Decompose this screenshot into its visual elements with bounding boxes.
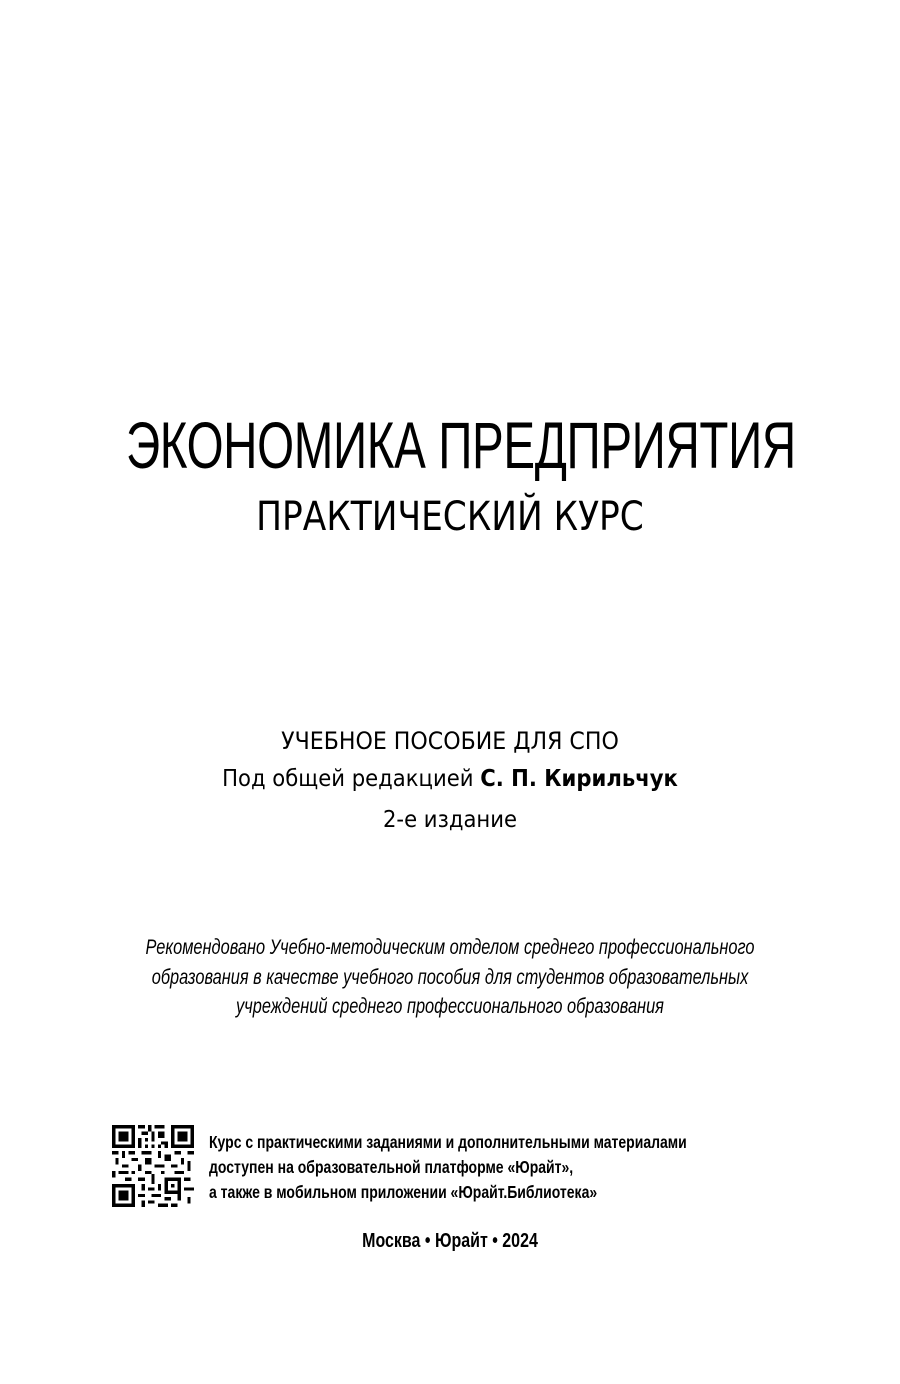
recommendation-line: учреждений среднего профессионального образования: [236, 995, 664, 1018]
book-type: УЧЕБНОЕ ПОСОБИЕ ДЛЯ СПО: [281, 727, 619, 755]
qr-code-icon: [112, 1125, 194, 1207]
editor-name: С. П. Кирильчук: [480, 766, 678, 792]
recommendation: [99, 933, 801, 1022]
recommendation-line: Рекомендовано Учебно-методическим отделом среднего профессионального: [145, 936, 755, 959]
editor-prefix: Под общей редакцией: [222, 766, 474, 792]
course-info-line: доступен на образовательной платформе «Юрайт»,: [209, 1157, 574, 1177]
course-info-line: а также в мобильном приложении «Юрайт.Библиотека»: [209, 1182, 598, 1202]
recommendation-line: образования в качестве учебного пособия для студентов образовательных: [151, 965, 749, 989]
editor-line: [36, 762, 864, 796]
book-subtitle: ПРАКТИЧЕСКИЙ КУРС: [256, 494, 644, 540]
edition: 2-е издание: [382, 807, 518, 833]
course-info-line: Курс с практическими заданиями и дополнительными материалами: [209, 1132, 687, 1152]
publisher-imprint: Москва • Юрайт • 2024: [362, 1230, 538, 1252]
book-title: ЭКОНОМИКА ПРЕДПРИЯТИЯ: [126, 408, 796, 482]
course-info: [209, 1130, 687, 1205]
